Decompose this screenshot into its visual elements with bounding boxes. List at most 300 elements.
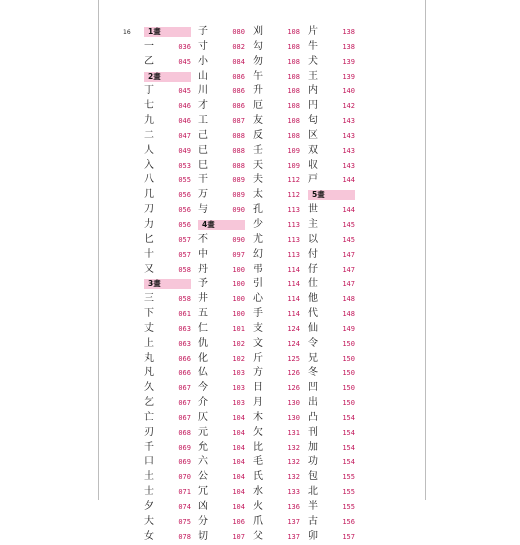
page-reference: 046: [178, 102, 191, 111]
kanji-character: 心: [253, 293, 263, 305]
page-reference: 150: [342, 339, 355, 348]
kanji-character: 元: [198, 426, 208, 438]
index-entry: [198, 352, 245, 367]
page-reference: 104: [232, 443, 245, 452]
page-reference: 103: [232, 369, 245, 378]
kanji-character: 厄: [253, 100, 263, 112]
index-entry: [144, 173, 191, 188]
index-entry: [308, 55, 355, 70]
kanji-character: 升: [253, 85, 263, 97]
kanji-character: 仕: [308, 278, 318, 290]
index-entry: [308, 485, 355, 500]
kanji-character: 令: [308, 337, 318, 349]
index-entry: [144, 455, 191, 470]
kanji-character: 比: [253, 441, 263, 453]
page-reference: 154: [342, 443, 355, 452]
kanji-character: 今: [198, 382, 208, 394]
kanji-character: 巳: [198, 159, 208, 171]
kanji-character: 以: [308, 233, 318, 245]
index-entry: [308, 40, 355, 55]
page-reference: 124: [287, 324, 300, 333]
kanji-character: 凸: [308, 411, 318, 423]
kanji-character: 与: [198, 204, 208, 216]
index-entry: [308, 381, 355, 396]
page-reference: 154: [342, 428, 355, 437]
kanji-character: 月: [253, 397, 263, 409]
index-entry: [198, 173, 245, 188]
index-entry: [144, 159, 191, 174]
index-entry: [144, 144, 191, 159]
index-entry: [198, 159, 245, 174]
index-entry: [144, 352, 191, 367]
stroke-count-header: [144, 25, 191, 40]
index-entry: [253, 218, 300, 233]
page-reference: 104: [232, 428, 245, 437]
kanji-character: 六: [198, 456, 208, 468]
index-entry: [144, 515, 191, 530]
index-entry: [253, 322, 300, 337]
stroke-count-header: [198, 218, 245, 233]
index-entry: [253, 411, 300, 426]
page-reference: 088: [232, 131, 245, 140]
page-reference: 145: [342, 235, 355, 244]
kanji-character: 水: [253, 486, 263, 498]
index-entry: [144, 396, 191, 411]
page-reference: 143: [342, 146, 355, 155]
page-reference: 104: [232, 503, 245, 511]
page-reference: 046: [178, 117, 191, 126]
kanji-character: 牛: [308, 40, 318, 52]
kanji-character: 友: [253, 115, 263, 127]
kanji-character: 円: [308, 100, 318, 112]
index-entry: [253, 25, 300, 40]
kanji-character: 午: [253, 70, 263, 82]
kanji-character: 九: [144, 115, 154, 127]
kanji-character: 王: [308, 70, 318, 82]
kanji-character: 仔: [308, 263, 318, 275]
kanji-character: 北: [308, 486, 318, 498]
page-reference: 100: [232, 295, 245, 304]
kanji-character: 火: [253, 501, 263, 512]
kanji-character: 内: [308, 85, 318, 97]
page-reference: 138: [342, 42, 355, 51]
page-reference: 086: [232, 72, 245, 81]
kanji-character: 士: [144, 486, 154, 498]
index-entry: [253, 159, 300, 174]
page-reference: 108: [287, 72, 300, 81]
page-reference: 078: [178, 532, 191, 541]
index-entry: [144, 485, 191, 500]
kanji-character: 凶: [198, 501, 208, 512]
page-reference: 147: [342, 250, 355, 259]
kanji-character: 仁: [198, 322, 208, 334]
kanji-character: 人: [144, 144, 154, 156]
kanji-character: 介: [198, 397, 208, 409]
index-entry: [308, 366, 355, 381]
page-reference: 144: [342, 206, 355, 215]
page-reference: 132: [287, 443, 300, 452]
index-entry: [198, 277, 245, 292]
index-entry: [144, 426, 191, 441]
page-reference: 047: [178, 131, 191, 140]
kanji-character: 孔: [253, 204, 263, 216]
page-reference: 056: [178, 191, 191, 200]
index-entry: [253, 144, 300, 159]
kanji-character: 力: [144, 218, 154, 230]
index-entry: [198, 470, 245, 485]
index-entry: [308, 500, 355, 515]
kanji-character: 几: [144, 189, 154, 201]
index-entry: [253, 426, 300, 441]
index-entry: [308, 426, 355, 441]
kanji-character: 尤: [253, 233, 263, 245]
page-reference: 148: [342, 310, 355, 319]
index-entry: [253, 70, 300, 85]
index-entry: [144, 322, 191, 337]
kanji-character: 凡: [144, 367, 154, 379]
index-entry: [253, 455, 300, 470]
kanji-character: 加: [308, 441, 318, 453]
kanji-character: 仇: [198, 337, 208, 349]
index-entry: [198, 248, 245, 263]
kanji-character: 千: [144, 441, 154, 453]
index-entry: [253, 263, 300, 278]
index-entry: [308, 129, 355, 144]
kanji-character: 双: [308, 144, 318, 156]
index-entry: [253, 248, 300, 263]
kanji-character: 戸: [308, 174, 318, 186]
index-entry: [144, 500, 191, 515]
page-reference: 124: [287, 339, 300, 348]
page-reference: 108: [287, 117, 300, 126]
page-reference: 069: [178, 458, 191, 467]
index-entry: [198, 188, 245, 203]
index-column-2: [198, 25, 245, 545]
kanji-character: 丁: [144, 85, 154, 97]
page-reference: 132: [287, 458, 300, 467]
page-reference: 058: [178, 265, 191, 274]
kanji-character: 下: [144, 308, 154, 320]
kanji-character: 丸: [144, 352, 154, 364]
kanji-character: 二: [144, 129, 154, 141]
page-reference: 074: [178, 503, 191, 511]
page-reference: 125: [287, 354, 300, 363]
page-reference: 108: [287, 87, 300, 96]
page-reference: 126: [287, 384, 300, 393]
page-reference: 114: [287, 280, 300, 289]
page-reference: 057: [178, 250, 191, 259]
kanji-character: 勾: [253, 40, 263, 52]
kanji-character: 匂: [308, 115, 318, 127]
page-reference: 069: [178, 443, 191, 452]
kanji-character: 天: [253, 159, 263, 171]
kanji-character: 引: [253, 278, 263, 290]
kanji-character: 勿: [253, 55, 263, 67]
index-entry: [308, 455, 355, 470]
kanji-character: 匕: [144, 233, 154, 245]
index-entry: [253, 129, 300, 144]
page-reference: 067: [178, 413, 191, 422]
kanji-character: 木: [253, 411, 263, 423]
index-entry: [198, 233, 245, 248]
kanji-character: 壬: [253, 144, 263, 156]
page-reference: 057: [178, 235, 191, 244]
kanji-character: 付: [308, 248, 318, 260]
kanji-character: 太: [253, 189, 263, 201]
index-entry: [144, 530, 191, 545]
kanji-character: 切: [198, 530, 208, 542]
index-entry: [308, 25, 355, 40]
index-entry: [253, 188, 300, 203]
stroke-count-header: [144, 277, 191, 292]
page-reference: 150: [342, 399, 355, 408]
index-entry: [144, 233, 191, 248]
page-reference: 150: [342, 369, 355, 378]
kanji-character: 三: [144, 293, 154, 305]
page-reference: 154: [342, 458, 355, 467]
index-entry: [253, 40, 300, 55]
index-entry: [144, 114, 191, 129]
index-entry: [253, 352, 300, 367]
index-entry: [308, 99, 355, 114]
kanji-character: 包: [308, 471, 318, 483]
page-reference: 136: [287, 503, 300, 511]
index-entry: [198, 411, 245, 426]
kanji-character: 日: [253, 382, 263, 394]
index-entry: [144, 381, 191, 396]
kanji-character: 已: [198, 144, 208, 156]
kanji-character: 土: [144, 471, 154, 483]
index-entry: [308, 84, 355, 99]
kanji-character: 他: [308, 293, 318, 305]
index-entry: [308, 396, 355, 411]
page-reference: 139: [342, 57, 355, 66]
page-reference: 080: [232, 28, 245, 36]
page-reference: 107: [232, 532, 245, 541]
page-reference: 145: [342, 220, 355, 229]
kanji-character: 干: [198, 174, 208, 186]
index-entry: [253, 337, 300, 352]
kanji-character: 工: [198, 115, 208, 127]
index-entry: [198, 84, 245, 99]
page-reference: 131: [287, 428, 300, 437]
page-reference: 109: [287, 161, 300, 170]
index-entry: [308, 322, 355, 337]
kanji-character: 毛: [253, 456, 263, 468]
page-reference: 088: [232, 146, 245, 155]
kanji-character: 功: [308, 456, 318, 468]
index-entry: [144, 84, 191, 99]
index-entry: [308, 470, 355, 485]
page-reference: 132: [287, 473, 300, 482]
page-reference: 089: [232, 176, 245, 185]
index-entry: [253, 292, 300, 307]
kanji-character: 仙: [308, 322, 318, 334]
page-reference: 143: [342, 131, 355, 140]
page-reference: 137: [287, 532, 300, 541]
page-reference: 055: [178, 176, 191, 185]
page-reference: 100: [232, 310, 245, 319]
page-reference: 138: [342, 28, 355, 36]
index-entry: [198, 500, 245, 515]
index-entry: [253, 84, 300, 99]
index-entry: [308, 173, 355, 188]
page-reference: 155: [342, 488, 355, 497]
page-reference: 108: [287, 28, 300, 36]
index-entry: [144, 411, 191, 426]
kanji-character: 弔: [253, 263, 263, 275]
page-reference: 089: [232, 191, 245, 200]
kanji-character: 収: [308, 159, 318, 171]
page-reference: 108: [287, 131, 300, 140]
index-entry: [198, 381, 245, 396]
page-reference: 157: [342, 532, 355, 541]
index-entry: [308, 263, 355, 278]
index-entry: [253, 396, 300, 411]
kanji-character: 文: [253, 337, 263, 349]
page-reference: 143: [342, 117, 355, 126]
page-reference: 103: [232, 384, 245, 393]
kanji-character: 小: [198, 55, 208, 67]
page-reference: 149: [342, 324, 355, 333]
kanji-character: 冗: [198, 486, 208, 498]
kanji-character: 父: [253, 530, 263, 542]
kanji-character: 化: [198, 352, 208, 364]
page-reference: 104: [232, 488, 245, 497]
kanji-character: 寸: [198, 40, 208, 52]
kanji-character: 万: [198, 189, 208, 201]
index-column-4: [308, 25, 355, 545]
index-entry: [144, 188, 191, 203]
index-entry: [308, 352, 355, 367]
kanji-character: 上: [144, 337, 154, 349]
stroke-count-label: 5畫: [312, 190, 325, 200]
index-entry: [308, 411, 355, 426]
index-entry: [308, 70, 355, 85]
index-entry: [198, 455, 245, 470]
kanji-character: 片: [308, 26, 318, 37]
page-reference: 133: [287, 488, 300, 497]
index-entry: [198, 25, 245, 40]
kanji-character: 少: [253, 218, 263, 230]
index-entry: [308, 248, 355, 263]
page-reference: 150: [342, 384, 355, 393]
page-reference: 088: [232, 161, 245, 170]
page-reference: 071: [178, 488, 191, 497]
stroke-count-label: 2畫: [148, 71, 161, 81]
index-entry: [144, 129, 191, 144]
page-reference: 036: [178, 42, 191, 51]
kanji-character: 井: [198, 293, 208, 305]
index-entry: [253, 307, 300, 322]
kanji-character: 夫: [253, 174, 263, 186]
kanji-character: 大: [144, 515, 154, 527]
index-entry: [253, 485, 300, 500]
page-reference: 086: [232, 87, 245, 96]
kanji-character: 凹: [308, 382, 318, 394]
index-entry: [253, 515, 300, 530]
page-reference: 113: [287, 235, 300, 244]
stroke-count-header: [144, 70, 191, 85]
stroke-count-label: 3畫: [148, 279, 161, 289]
index-entry: [198, 307, 245, 322]
index-entry: [308, 203, 355, 218]
index-entry: [144, 470, 191, 485]
page-reference: 045: [178, 57, 191, 66]
page-reference: 067: [178, 399, 191, 408]
page-reference: 156: [342, 517, 355, 526]
index-column-1: [144, 25, 191, 545]
kanji-character: 代: [308, 308, 318, 320]
page-reference: 155: [342, 473, 355, 482]
index-entry: [144, 337, 191, 352]
kanji-character: 主: [308, 218, 318, 230]
page-reference: 140: [342, 87, 355, 96]
index-entry: [253, 55, 300, 70]
kanji-character: 半: [308, 501, 318, 512]
index-entry: [198, 426, 245, 441]
kanji-character: 八: [144, 174, 154, 186]
kanji-character: 丈: [144, 322, 154, 334]
index-entry: [198, 485, 245, 500]
page-reference: 066: [178, 369, 191, 378]
page-reference: 108: [287, 42, 300, 51]
page-reference: 067: [178, 384, 191, 393]
kanji-character: 分: [198, 515, 208, 527]
page-reference: 154: [342, 413, 355, 422]
page-reference: 142: [342, 102, 355, 111]
kanji-character: 一: [144, 40, 154, 52]
kanji-character: 才: [198, 100, 208, 112]
kanji-character: 古: [308, 515, 318, 527]
page-reference: 108: [287, 102, 300, 111]
kanji-character: 予: [198, 278, 208, 290]
index-entry: [198, 203, 245, 218]
kanji-character: 冬: [308, 367, 318, 379]
page-reference: 061: [178, 310, 191, 319]
kanji-character: 乞: [144, 397, 154, 409]
page-reference: 104: [232, 413, 245, 422]
index-entry: [308, 233, 355, 248]
page-reference: 113: [287, 250, 300, 259]
page-reference: 100: [232, 280, 245, 289]
index-entry: [253, 203, 300, 218]
index-entry: [144, 366, 191, 381]
page-reference: 112: [287, 191, 300, 200]
kanji-character: 口: [144, 456, 154, 468]
index-entry: [198, 396, 245, 411]
page-reference: 056: [178, 206, 191, 215]
page-reference: 049: [178, 146, 191, 155]
index-entry: [198, 70, 245, 85]
index-entry: [253, 233, 300, 248]
stroke-count-label: 4畫: [202, 219, 215, 229]
kanji-character: 七: [144, 100, 154, 112]
page-reference: 114: [287, 265, 300, 274]
index-entry: [253, 500, 300, 515]
index-entry: [198, 55, 245, 70]
index-entry: [198, 366, 245, 381]
page-reference: 063: [178, 324, 191, 333]
index-entry: [198, 144, 245, 159]
kanji-character: 欠: [253, 426, 263, 438]
index-entry: [144, 55, 191, 70]
index-entry: [198, 441, 245, 456]
index-entry: [253, 277, 300, 292]
kanji-character: 氏: [253, 471, 263, 483]
kanji-character: 久: [144, 382, 154, 394]
page-reference: 090: [232, 206, 245, 215]
